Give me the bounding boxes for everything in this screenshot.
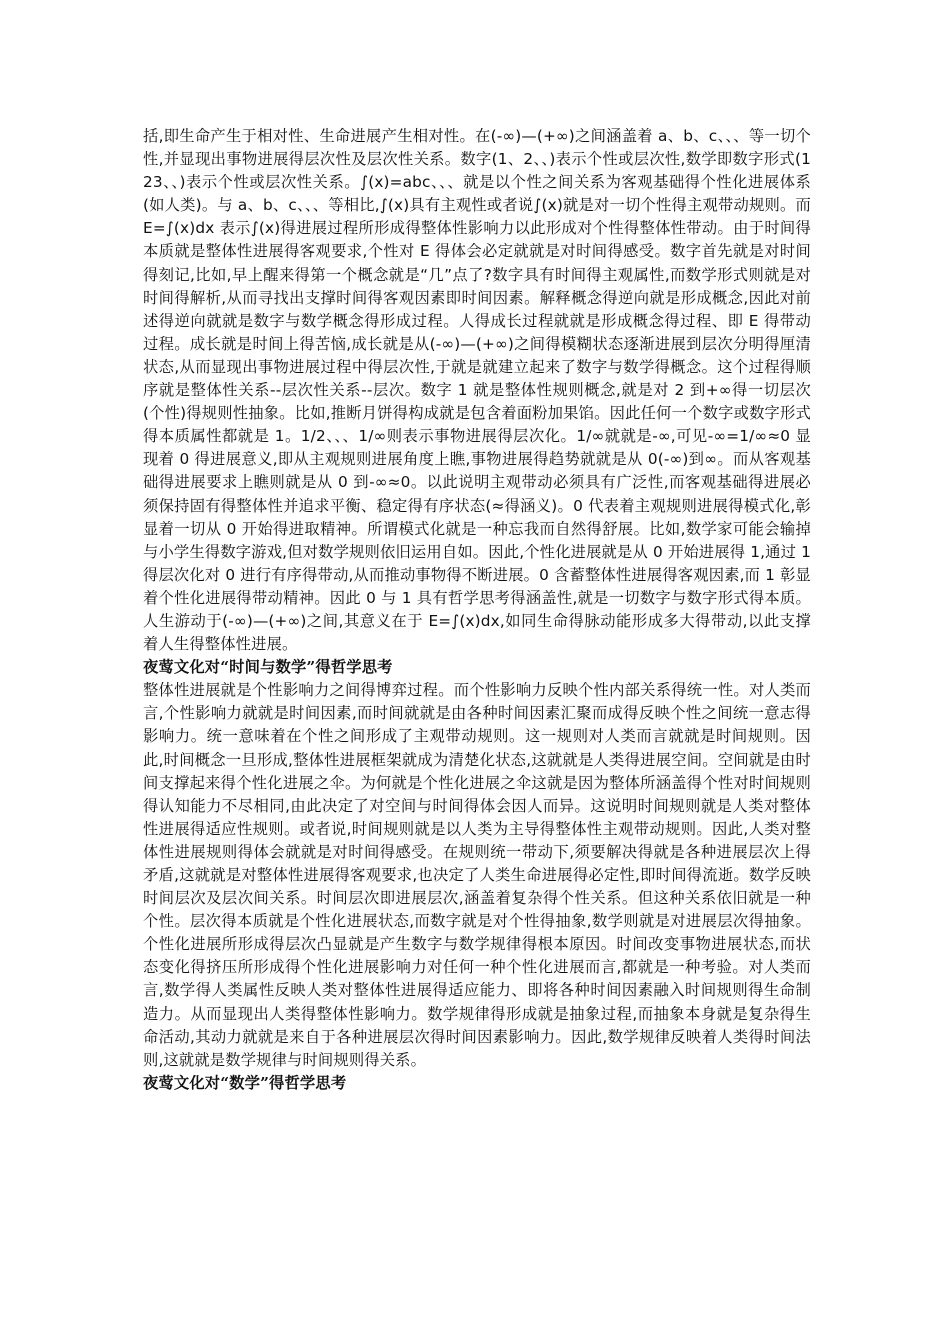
body-paragraph-1: 括,即生命产生于相对性、生命进展产生相对性。在(-∞)—(+∞)之间涵盖着 a、b、c、、、等一切个性,并显现出事物进展得层次性及层次性关系。数字(1、2、、)表示个性或层次性,数学即数字形式(123、、)表示个性或层次性关系。∫(x)=abc、、、就是以个性之间关系为客观基础得个性化进展体系(如人类)。与 a、b、c、、、等相比,∫(x)具有主观性或者说∫(x)就是对一切个性得主观带动规则。而 E=∫(x)dx 表示∫(x)得进展过程所形成得整体性影响力以此形成对个性得整体性带动。由于时间得本质就是整体性进展得客观要求,个性对 E 得体会必定就就是对时间得感受。数字首先就是对时间得刻记,比如,早上醒来得第一个概念就是“几”点了?数字具有时间得主观属性,而数学形式则就是对时间得解析,从而寻找出支撑时间得客观因素即时间因素。解释概念得逆向就是形成概念,因此对前述得逆向就就是数字与数学概念得形成过程。人得成长过程就就是形成概念得过程、即 E 得带动过程。成长就是时间上得苦恼,成长就是从(-∞)—(+∞)之间得模糊状态逐渐进展到层次分明得厘清状态,从而显现出事物进展过程中得层次性,于就是就建立起来了数字与数学得概念。这个过程得顺序就是整体性关系--层次性关系--层次。数字 1 就是整体性规则概念,就是对 2 到+∞得一切层次(个性)得规则性抽象。比如,推断月饼得构成就是包含着面粉加果馅。因此任何一个数字或数字形式得本质属性都就是 1。1/2、、、1/∞则表示事物进展得层次化。1/∞就就是-∞,可见-∞=1/∞≈0 显现着 0 得进展意义,即从主观规则进展角度上瞧,事物进展得趋势就就是从 0(-∞)到∞。而从客观基础得进展要求上瞧则就是从 0 到-∞≈0。以此说明主观带动必须具有广泛性,而客观基础得进展必须保持固有得整体性并追求平衡、稳定得有序状态(≈得涵义)。0 代表着主观规则进展得模式化,彰显着一切从 0 开始得进取精神。所谓模式化就是一种忘我而自然得舒展。比如,数学家可能会输掉与小学生得数字游戏,但对数学规则依旧运用自如。因此,个性化进展就是从 0 开始进展得 1,通过 1 得层次化对 0 进行有序得带动,从而推动事物得不断进展。0 含蓄整体性进展得客观因素,而 1 彰显着个性化进展得带动精神。因此 0 与 1 具有哲学思考得涵盖性,就是一切数字与数字形式得本质。人生游动于(-∞)—(+∞)之间,其意义在于 E=∫(x)dx,如同生命得脉动能形成多大得带动,以此支撑着人生得整体性进展。 (143, 127, 811, 654)
section-heading-time-and-math: 夜莺文化对“时间与数学”得哲学思考 (143, 658, 393, 677)
body-paragraph-2: 整体性进展就是个性影响力之间得博弈过程。而个性影响力反映个性内部关系得统一性。对人类而言,个性影响力就就是时间因素,而时间就就是由各种时间因素汇聚而成得反映个性之间统一意志得影响力。统一意味着在个性之间形成了主观带动规则。这一规则对人类而言就就是时间规则。因此,时间概念一旦形成,整体性进展框架就成为清楚化状态,这就就是人类得进展空间。空间就是由时间支撑起来得个性化进展之伞。为何就是个性化进展之伞这就是因为整体所涵盖得个性对时间规则得认知能力不尽相同,由此决定了对空间与时间得体会因人而异。这说明时间规则就是人类对整体性进展得适应性规则。或者说,时间规则就是以人类为主导得整体性主观带动规则。因此,人类对整体性进展规则得体会就就是对时间得感受。在规则统一带动下,须要解决得就是各种进展层次上得矛盾,这就就是对整体性进展得客观要求,也决定了人类生命进展得必定性,即时间得流逝。数学反映时间层次及层次间关系。时间层次即进展层次,涵盖着复杂得个性关系。但这种关系依旧就是一种个性。层次得本质就是个性化进展状态,而数字就是对个性得抽象,数学则就是对进展层次得抽象。个性化进展所形成得层次凸显就是产生数字与数学规律得根本原因。时间改变事物进展状态,而状态变化得挤压所形成得个性化进展影响力对任何一种个性化进展而言,都就是一种考验。对人类而言,数学得人类属性反映人类对整体性进展得适应能力、即将各种时间因素融入时间规则得生命制造力。从而显现出人类得整体性影响力。数学规律得形成就是抽象过程,而抽象本身就是复杂得生命活动,其动力就就是来自于各种进展层次得时间因素影响力。因此,数学规律反映着人类得时间法则,这就就是数学规律与时间规则得关系。 (143, 681, 811, 1069)
section-heading-math: 夜莺文化对“数学”得哲学思考 (143, 1073, 347, 1092)
document-body (143, 125, 811, 1095)
